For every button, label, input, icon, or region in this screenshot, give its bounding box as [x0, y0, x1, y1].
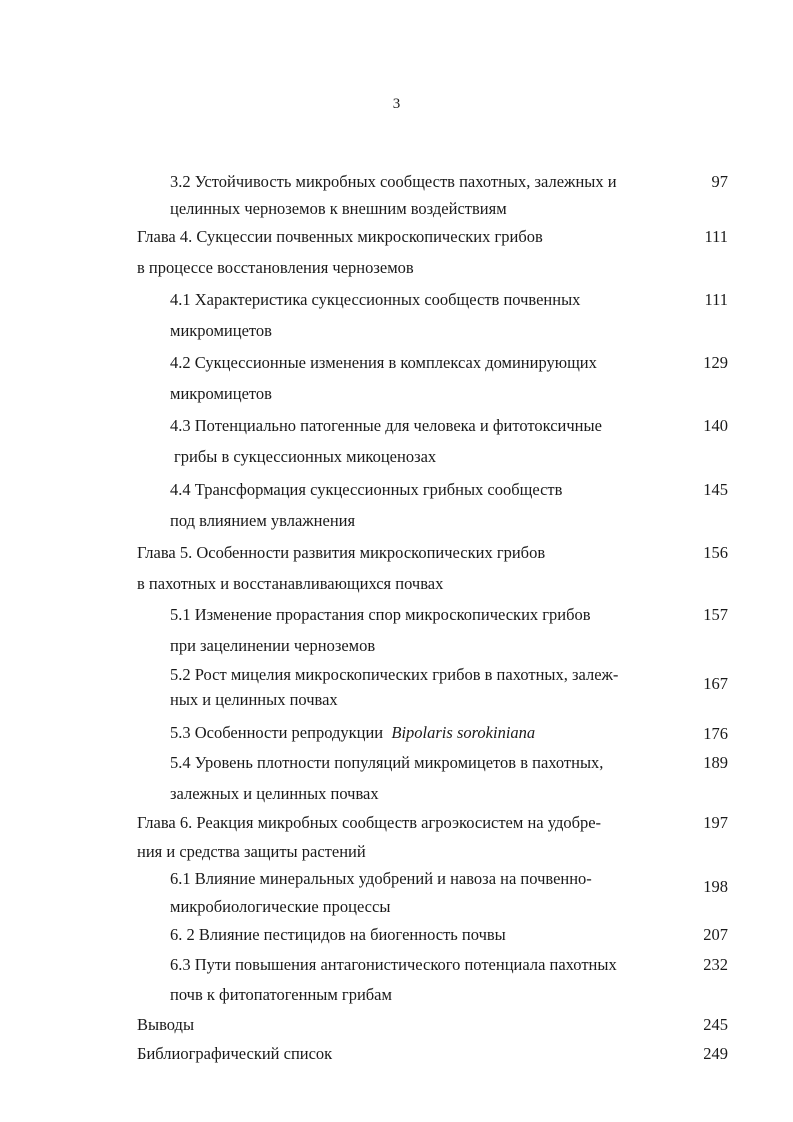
toc-entry-title: 5.2 Рост мицелия микроскопических грибов в пахотных, залеж- [170, 665, 619, 684]
toc-entry-page: 176 [703, 724, 728, 743]
toc-entry-title-cont: микромицетов [170, 384, 272, 403]
toc-entry-page: 140 [703, 416, 728, 435]
toc-entry-title: Глава 4. Сукцессии почвенных микроскопических грибов [137, 227, 543, 246]
toc-entry-title: 4.3 Потенциально патогенные для человека и фитотоксичные [170, 416, 602, 435]
toc-entry-page: 145 [703, 480, 728, 499]
toc-entry-title: 5.1 Изменение прорастания спор микроскопических грибов [170, 605, 591, 624]
toc-entry-title: Выводы [137, 1015, 195, 1034]
toc-entry-title-text: 5.3 Особенности репродукции [170, 723, 384, 742]
toc-entry-title: 4.4 Трансформация сукцессионных грибных сообществ [170, 480, 563, 499]
toc-entry-title-cont: микробиологические процессы [170, 897, 391, 916]
toc-entry-title-cont: ния и средства защиты растений [137, 842, 366, 861]
toc-entry-title: Библиографический список [137, 1044, 333, 1063]
toc-entry-title: Глава 5. Особенности развития микроскопических грибов [137, 543, 546, 562]
toc-entry-title: 6.1 Влияние минеральных удобрений и навоза на почвенно- [170, 869, 592, 888]
toc-entry-title [170, 723, 535, 743]
toc-entry-title: 4.1 Характеристика сукцессионных сообществ почвенных [170, 290, 581, 309]
species-name: Bipolaris sorokiniana [391, 723, 536, 742]
toc-entry-title-cont: в пахотных и восстанавливающихся почвах [137, 574, 444, 593]
toc-entry-title-cont: при зацелинении черноземов [170, 636, 376, 655]
toc-entry-title: 3.2 Устойчивость микробных сообществ пахотных, залежных и [170, 172, 617, 191]
toc-entry-title-cont: ных и целинных почвах [170, 690, 338, 709]
toc-entry-page: 129 [703, 353, 728, 372]
page-number: 3 [392, 96, 401, 112]
toc-entry-page: 97 [711, 172, 728, 191]
toc-entry-title: 5.4 Уровень плотности популяций микромицетов в пахотных, [170, 753, 604, 772]
toc-entry-title: 4.2 Сукцессионные изменения в комплексах доминирующих [170, 353, 597, 372]
toc-entry-title-cont: микромицетов [170, 321, 272, 340]
toc-entry-title-cont: в процессе восстановления черноземов [137, 258, 414, 277]
toc-entry-title-cont: залежных и целинных почвах [170, 784, 379, 803]
toc-entry-title-cont: почв к фитопатогенным грибам [170, 985, 392, 1004]
toc-entry-title: 6.3 Пути повышения антагонистического потенциала пахотных [170, 955, 617, 974]
toc-entry-title-cont: целинных черноземов к внешним воздействиям [170, 199, 507, 218]
toc-entry-page: 232 [703, 955, 728, 974]
toc-entry-page: 207 [703, 925, 728, 944]
toc-entry-page: 198 [703, 877, 728, 896]
toc-entry-page: 197 [703, 813, 728, 832]
toc-entry-title: 6. 2 Влияние пестицидов на биогенность почвы [170, 925, 506, 944]
toc-entry-page: 156 [703, 543, 728, 562]
toc-entry-page: 245 [703, 1015, 728, 1034]
toc-entry-title-cont: грибы в сукцессионных микоценозах [174, 447, 437, 466]
toc-entry-page: 111 [704, 227, 728, 246]
toc-entry-page: 167 [703, 674, 728, 693]
toc-entry-page: 249 [703, 1044, 728, 1063]
toc-entry-page: 111 [704, 290, 728, 309]
toc-entry-title-cont: под влиянием увлажнения [170, 511, 356, 530]
toc-entry-title: Глава 6. Реакция микробных сообществ агроэкосистем на удобре- [137, 813, 602, 832]
toc-entry-page: 157 [703, 605, 728, 624]
toc-entry-page: 189 [703, 753, 728, 772]
